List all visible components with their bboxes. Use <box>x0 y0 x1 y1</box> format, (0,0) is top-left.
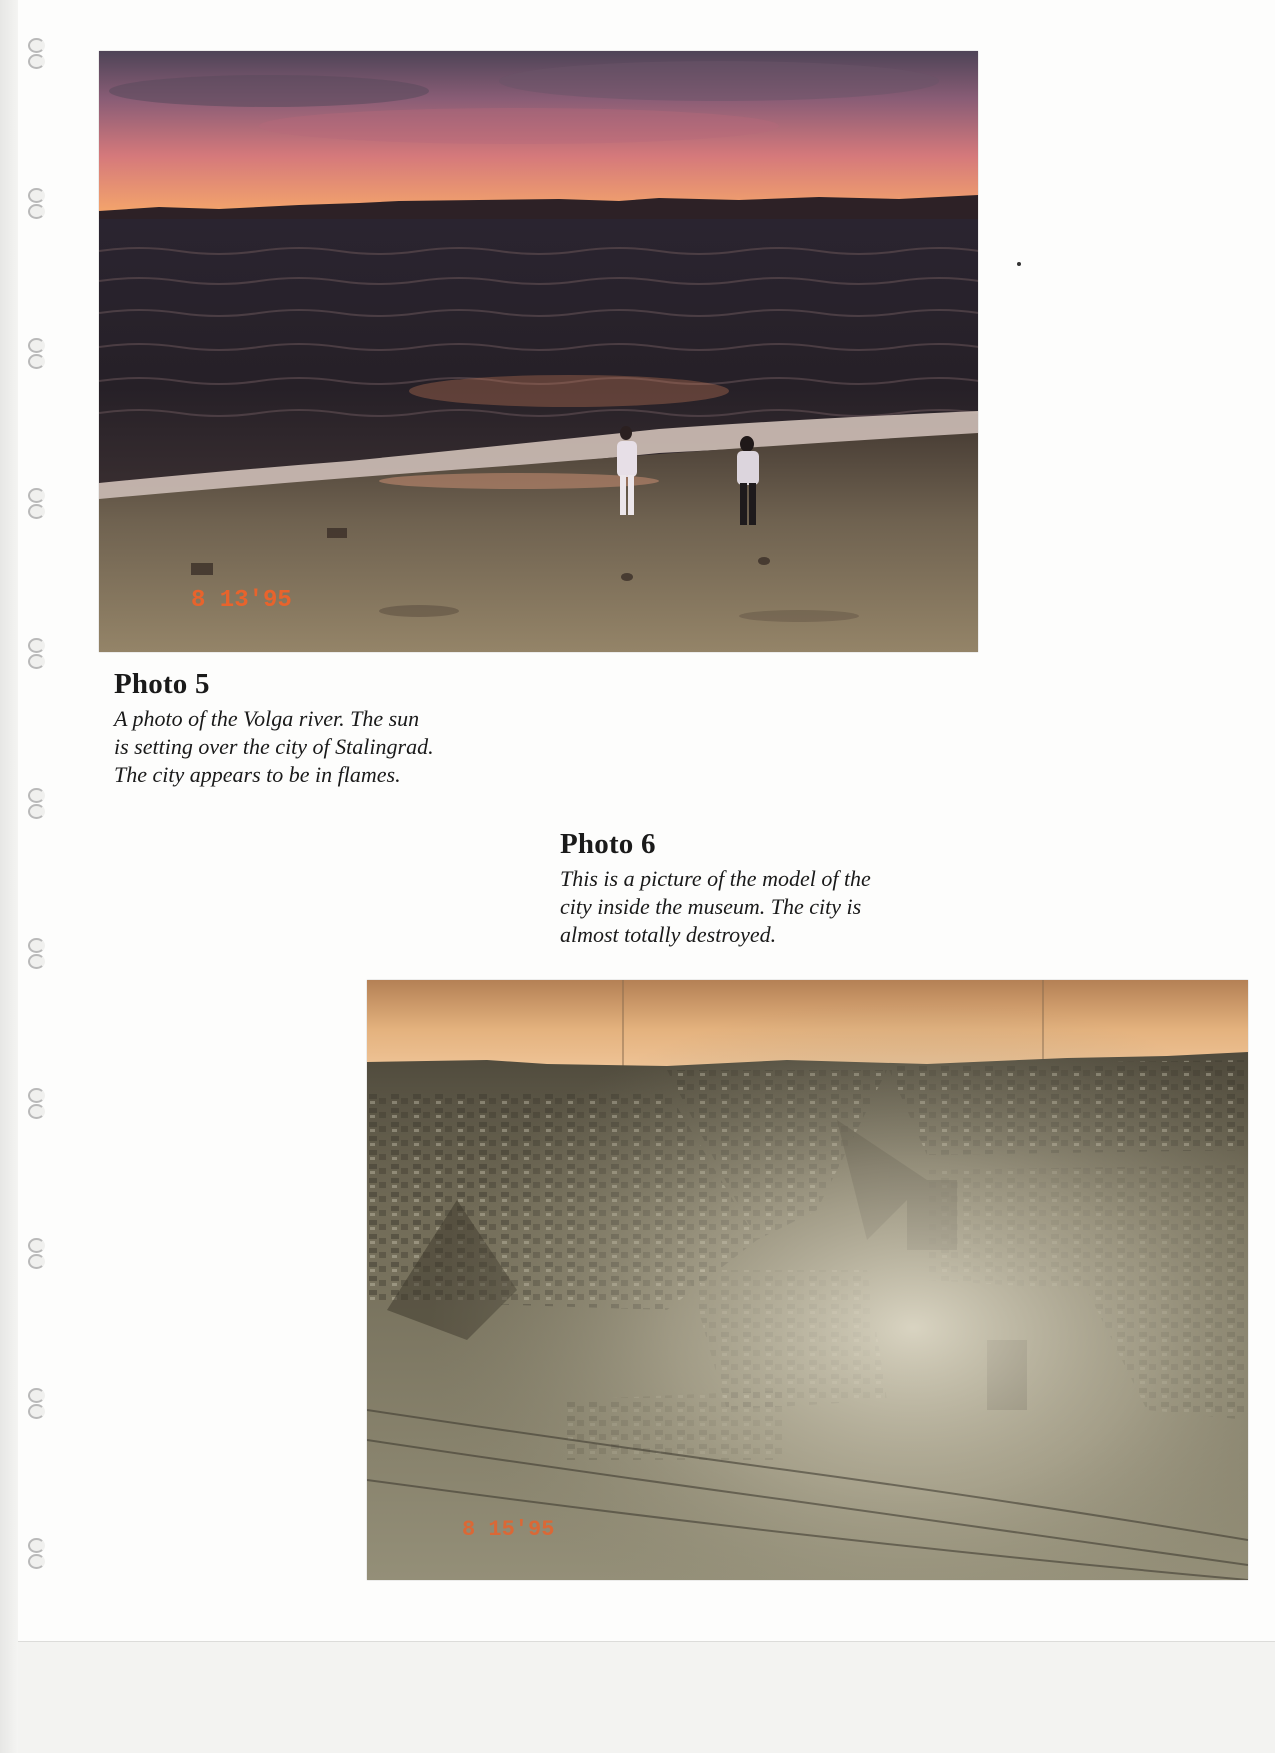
punch-hole-icon <box>26 936 44 970</box>
punch-hole-icon <box>26 1536 44 1570</box>
punch-hole-icon <box>26 1086 44 1120</box>
photo-5-caption-line: A photo of the Volga river. The sun <box>114 706 420 731</box>
page-left-edge <box>0 0 18 1753</box>
punch-hole-icon <box>26 186 44 220</box>
scan-speck <box>1017 262 1021 266</box>
photo-5-volga-sunset <box>99 51 978 652</box>
photo-5-image <box>99 51 978 652</box>
punch-hole-icon <box>26 1386 44 1420</box>
photo-5-date-stamp: 8 13'95 <box>191 587 292 614</box>
punch-hole-icon <box>26 36 44 70</box>
punch-hole-icon <box>26 636 44 670</box>
photo-6-caption <box>560 828 871 949</box>
photo-5-caption-line: The city appears to be in flames. <box>114 762 401 787</box>
photo-5-caption-line: is setting over the city of Stalingrad. <box>114 734 434 759</box>
punch-hole-icon <box>26 1236 44 1270</box>
photo-5-caption <box>114 668 434 789</box>
punch-hole-icon <box>26 336 44 370</box>
photo-6-caption-line: almost totally destroyed. <box>560 922 777 947</box>
photo-6-city-model <box>367 980 1248 1580</box>
photo-6-date-stamp: 8 15'95 <box>462 1517 555 1542</box>
photo-5-title: Photo 5 <box>114 668 210 700</box>
photo-6-title: Photo 6 <box>560 828 656 860</box>
punch-hole-icon <box>26 786 44 820</box>
photo-6-caption-line: city inside the museum. The city is <box>560 894 862 919</box>
punch-hole-icon <box>26 486 44 520</box>
photo-6-image <box>367 980 1248 1580</box>
photo-6-caption-line: This is a picture of the model of the <box>560 866 871 891</box>
